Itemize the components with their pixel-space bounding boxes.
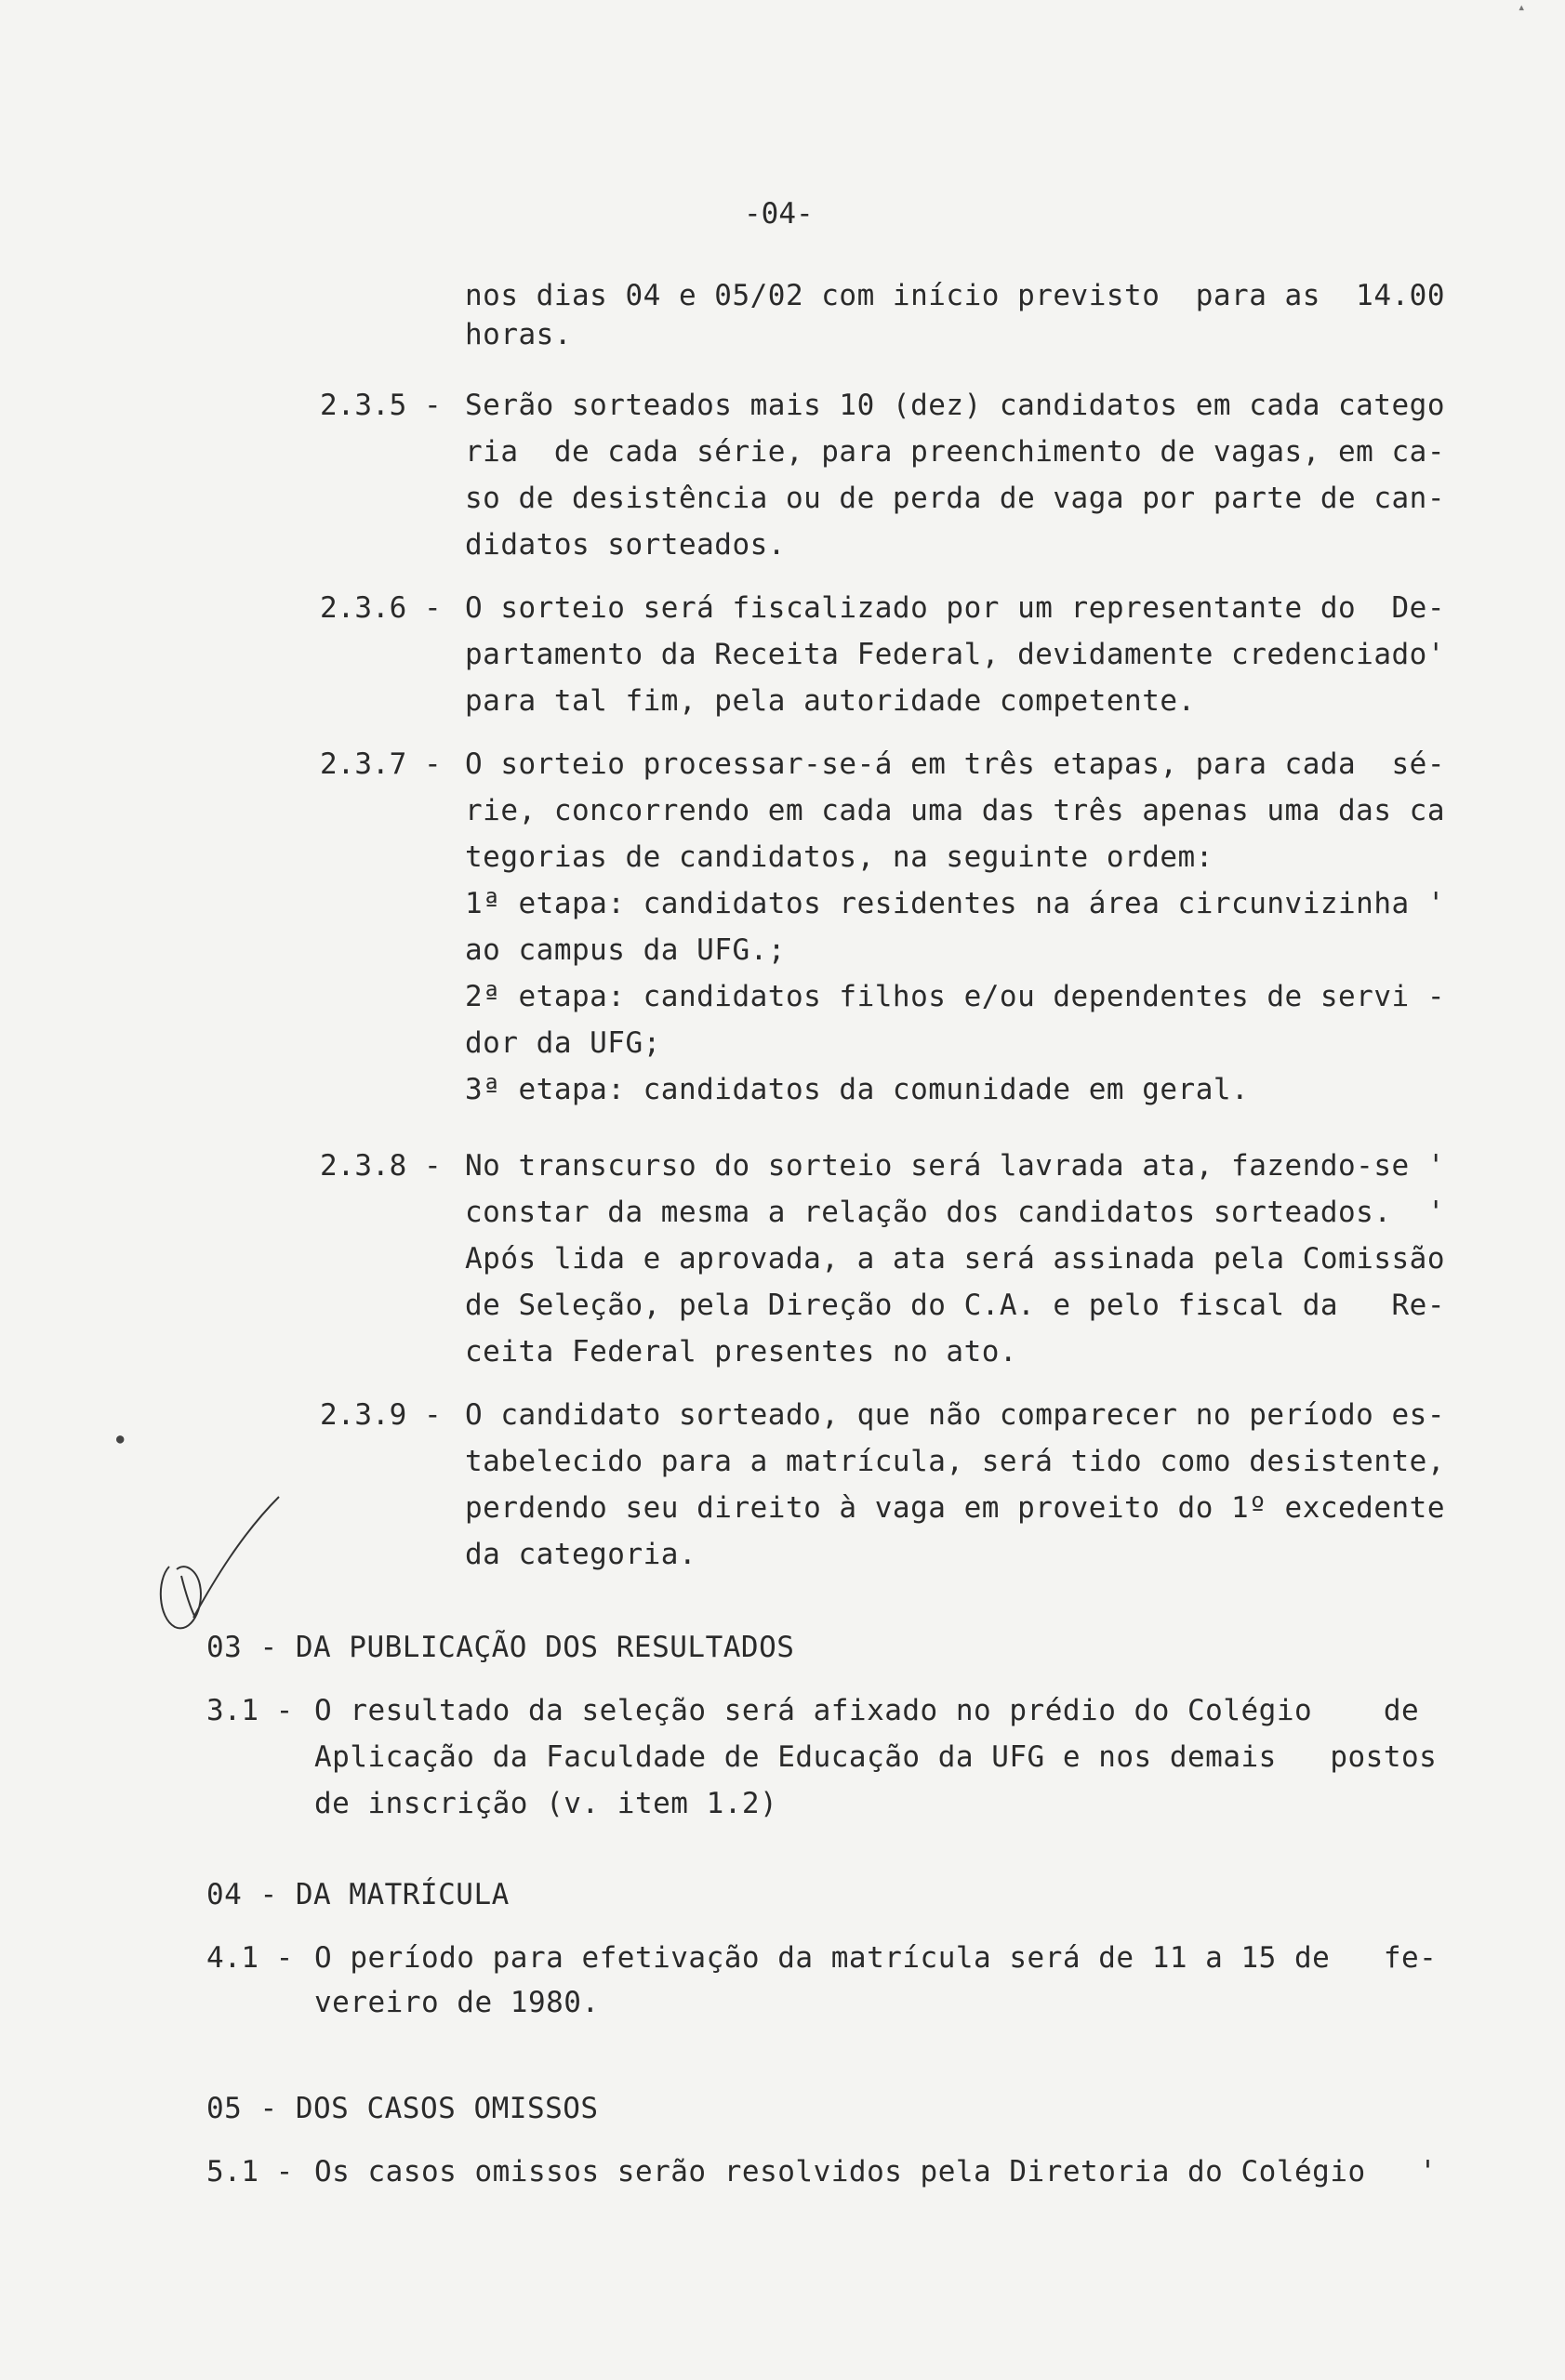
text-line: O resultado da seleção será afixado no prédio do Colégio de [314,1694,1420,1727]
section-heading: 05 - DOS CASOS OMISSOS [206,2092,599,2125]
item-number: 3.1 - [206,1694,294,1727]
section-heading: 03 - DA PUBLICAÇÃO DOS RESULTADOS [206,1631,795,1664]
text-line: 3ª etapa: candidatos da comunidade em geral. [465,1073,1250,1106]
text-line: ao campus da UFG.; [465,933,786,967]
text-line: O candidato sorteado, que não comparecer no período es- [465,1398,1445,1432]
item-number: 2.3.7 - [320,747,442,781]
text-line: Os casos omissos serão resolvidos pela Diretoria do Colégio ' [314,2155,1438,2188]
text-line: partamento da Receita Federal, devidamente credenciado' [465,638,1445,671]
text-line: horas. [465,318,572,351]
text-line: ceita Federal presentes no ato. [465,1335,1018,1368]
text-line: para tal fim, pela autoridade competente. [465,684,1196,718]
item-number: 2.3.6 - [320,591,442,625]
text-line: tegorias de candidatos, na seguinte ordem: [465,840,1214,874]
scan-speck: ▴ [1518,0,1526,15]
handwritten-initials [149,1478,288,1636]
text-line: da categoria. [465,1538,697,1571]
text-line: O sorteio processar-se-á em três etapas, para cada sé- [465,747,1445,781]
scan-speck: ● [116,1432,125,1447]
text-line: de Seleção, pela Direção do C.A. e pelo fiscal da Re- [465,1289,1445,1322]
item-number: 5.1 - [206,2155,294,2188]
text-line: tabelecido para a matrícula, será tido como desistente, [465,1445,1445,1478]
text-line: perdendo seu direito à vaga em proveito do 1º excedente [465,1491,1445,1525]
text-line: rie, concorrendo em cada uma das três apenas uma das ca [465,794,1445,827]
text-line: dor da UFG; [465,1026,661,1060]
text-line: Aplicação da Faculdade de Educação da UFG e nos demais postos [314,1740,1438,1774]
text-line: didatos sorteados. [465,528,786,562]
text-line: so de desistência ou de perda de vaga por parte de can- [465,482,1445,515]
text-line: O período para efetivação da matrícula será de 11 a 15 de fe- [314,1941,1438,1975]
text-line: O sorteio será fiscalizado por um representante do De- [465,591,1445,625]
item-number: 2.3.9 - [320,1398,442,1432]
text-line: No transcurso do sorteio será lavrada ata, fazendo-se ' [465,1149,1445,1183]
text-line: constar da mesma a relação dos candidatos sorteados. ' [465,1196,1445,1229]
item-number: 2.3.8 - [320,1149,442,1183]
section-heading: 04 - DA MATRÍCULA [206,1878,510,1911]
text-line: de inscrição (v. item 1.2) [314,1787,778,1820]
text-line: Serão sorteados mais 10 (dez) candidatos em cada catego [465,389,1445,422]
text-line: nos dias 04 e 05/02 com início previsto para as 14.00 [465,279,1445,312]
item-number: 4.1 - [206,1941,294,1975]
item-number: 2.3.5 - [320,389,442,422]
text-line: 2ª etapa: candidatos filhos e/ou dependentes de servi - [465,980,1445,1013]
text-line: ria de cada série, para preenchimento de vagas, em ca- [465,435,1445,469]
text-line: Após lida e aprovada, a ata será assinada pela Comissão [465,1242,1445,1276]
text-line: vereiro de 1980. [314,1986,600,2019]
text-line: 1ª etapa: candidatos residentes na área circunvizinha ' [465,887,1445,920]
page-number: -04- [744,197,814,231]
